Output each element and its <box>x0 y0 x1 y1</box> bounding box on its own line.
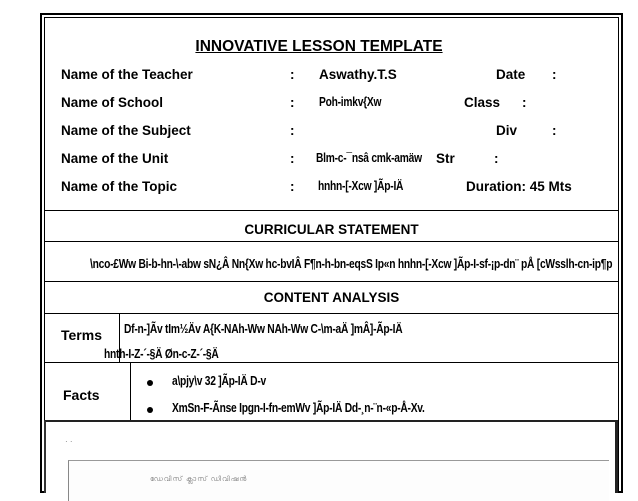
topic-label: Name of the Topic <box>61 179 178 194</box>
class-colon: : <box>522 95 527 110</box>
divider-curricular-mid <box>44 241 619 242</box>
terms-line-1: Df-n-]Ãv tIm½Äv A{K-NAh-Ww NAh-Ww C-\m-aÄ ]mÂ]-Ãp-IÄ <box>124 322 403 336</box>
unit-colon: : <box>290 151 295 166</box>
terms-line-2: hnth-I-Z-´-§Ä Øn-c-Z-´-§Ä <box>104 347 219 361</box>
school-colon: : <box>290 95 295 110</box>
date-colon: : <box>552 67 557 82</box>
scan-marks: · · <box>65 437 73 446</box>
class-label: Class <box>464 95 501 110</box>
school-value: Poh-imkv{Xw <box>319 95 382 109</box>
terms-label: Terms <box>61 327 102 343</box>
fact-bullet <box>147 407 153 413</box>
page-title: INNOVATIVE LESSON TEMPLATE <box>195 38 443 55</box>
teacher-value: Aswathy.T.S <box>319 67 397 82</box>
topic-colon: : <box>290 179 295 194</box>
divider-curricular-top <box>44 210 619 211</box>
divider-content-top <box>44 281 619 282</box>
content-heading: CONTENT ANALYSIS <box>263 290 400 305</box>
unit-label: Name of the Unit <box>61 151 169 166</box>
div-colon: : <box>552 123 557 138</box>
teacher-colon: : <box>290 67 295 82</box>
date-label: Date <box>496 67 526 82</box>
teacher-label: Name of the Teacher <box>61 67 193 82</box>
duration-label: Duration: 45 Mts <box>466 179 572 194</box>
topic-value: hnhn-[-Xcw ]Ãp-IÄ <box>318 179 404 193</box>
str-label: Str <box>436 151 455 166</box>
scan-faint-text: ഡേവിസ് ക്ലാസ് ഡിവിഷൻ <box>150 476 248 483</box>
curricular-text: \nco-£Ww Bi-b-hn-\-abw sN¿Â Nn{Xw hc-bvIÂ F¶n-h-bn-eqsS Ip«n hnhn-[-Xcw ]Ãp-I-sf-¡p-dn¨ pÅ [cWsslh-cn-ip¶p <box>90 257 613 271</box>
subject-label: Name of the Subject <box>61 123 191 138</box>
facts-label: Facts <box>63 387 100 403</box>
fact-bullet <box>147 380 153 386</box>
unit-value: Blm-c-¯nsâ cmk-amäw <box>316 151 422 165</box>
divider-content-mid <box>44 313 619 314</box>
subject-colon: : <box>290 123 295 138</box>
curricular-heading: CURRICULAR STATEMENT <box>244 222 419 237</box>
div-label: Div <box>496 123 518 138</box>
str-colon: : <box>494 151 499 166</box>
fact-item: a\pjy\v 32 ]Ãp-IÄ D-v <box>172 374 266 388</box>
facts-vertical-divider <box>130 362 131 420</box>
fact-item: XmSn-F-Ãnse Ipgn-I-fn-emWv ]Ãp-IÄ Dd-¸n-¨n-«p-Å-Xv. <box>172 401 425 415</box>
school-label: Name of School <box>61 95 164 110</box>
